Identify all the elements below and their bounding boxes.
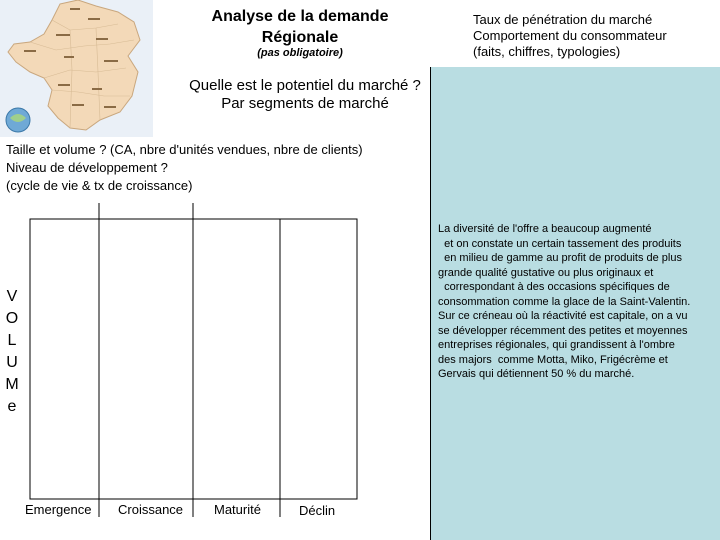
volume-axis-label — [4, 286, 20, 418]
stage-label-maturite: Maturité — [214, 502, 261, 517]
diversity-line: Sur ce créneau où la réactivité est capitale, on a vu — [438, 310, 688, 322]
volume-letter: U — [6, 354, 18, 371]
diversity-line: et on constate un certain tassement des produits — [438, 237, 682, 250]
france-map-image — [0, 0, 153, 137]
diversity-line: se développer récemment des petites et moyennes — [438, 324, 688, 337]
market-size-text — [6, 141, 426, 195]
title-line-1: Analyse de la demande — [211, 8, 389, 25]
lifecycle-chart — [0, 195, 430, 540]
diversity-line: grande qualité gustative ou plus originaux et — [438, 266, 654, 279]
diversity-line: des majors comme Motta, Miko, Frigécrème et — [438, 353, 668, 366]
diversity-line: correspondant à des occasions spécifiques de — [438, 281, 670, 293]
stage-label-declin: Déclin — [299, 503, 336, 518]
volume-letter: V — [6, 288, 18, 305]
diversity-line: entreprises régionales, qui grandissent à l'ombre — [438, 339, 675, 351]
volume-letter: e — [7, 398, 17, 415]
penetration-line: Taux de pénétration du marché — [473, 12, 653, 27]
penetration-text — [473, 12, 718, 60]
stage-label-emergence: Emergence — [25, 502, 92, 517]
volume-letter: L — [7, 332, 17, 349]
question-line: Par segments de marché — [221, 95, 389, 112]
offer-diversity-text — [438, 222, 718, 382]
market-potential-question — [160, 77, 450, 113]
volume-letter: O — [5, 310, 19, 327]
size-line: (cycle de vie & tx de croissance) — [6, 178, 193, 193]
diversity-line: en milieu de gamme au profit de produits de plus — [438, 252, 682, 264]
size-line: Niveau de développement ? — [6, 160, 168, 175]
penetration-line: (faits, chiffres, typologies) — [473, 44, 621, 59]
title-line-2: Régionale — [261, 29, 339, 46]
volume-letter: M — [5, 376, 19, 393]
diversity-line: La diversité de l'offre a beaucoup augmenté — [438, 223, 652, 235]
penetration-line: Comportement du consommateur — [473, 28, 667, 43]
page-subtitle: (pas obligatoire) — [257, 47, 343, 59]
diversity-line: consommation comme la glace de la Saint-Valentin. — [438, 295, 691, 308]
page-title — [190, 6, 410, 48]
size-line: Taille et volume ? (CA, nbre d'unités vendues, nbre de clients) — [6, 142, 363, 157]
diversity-line: Gervais qui détiennent 50 % du marché. — [438, 368, 635, 380]
question-line: Quelle est le potentiel du marché ? — [189, 77, 421, 94]
stage-label-croissance: Croissance — [118, 502, 184, 517]
